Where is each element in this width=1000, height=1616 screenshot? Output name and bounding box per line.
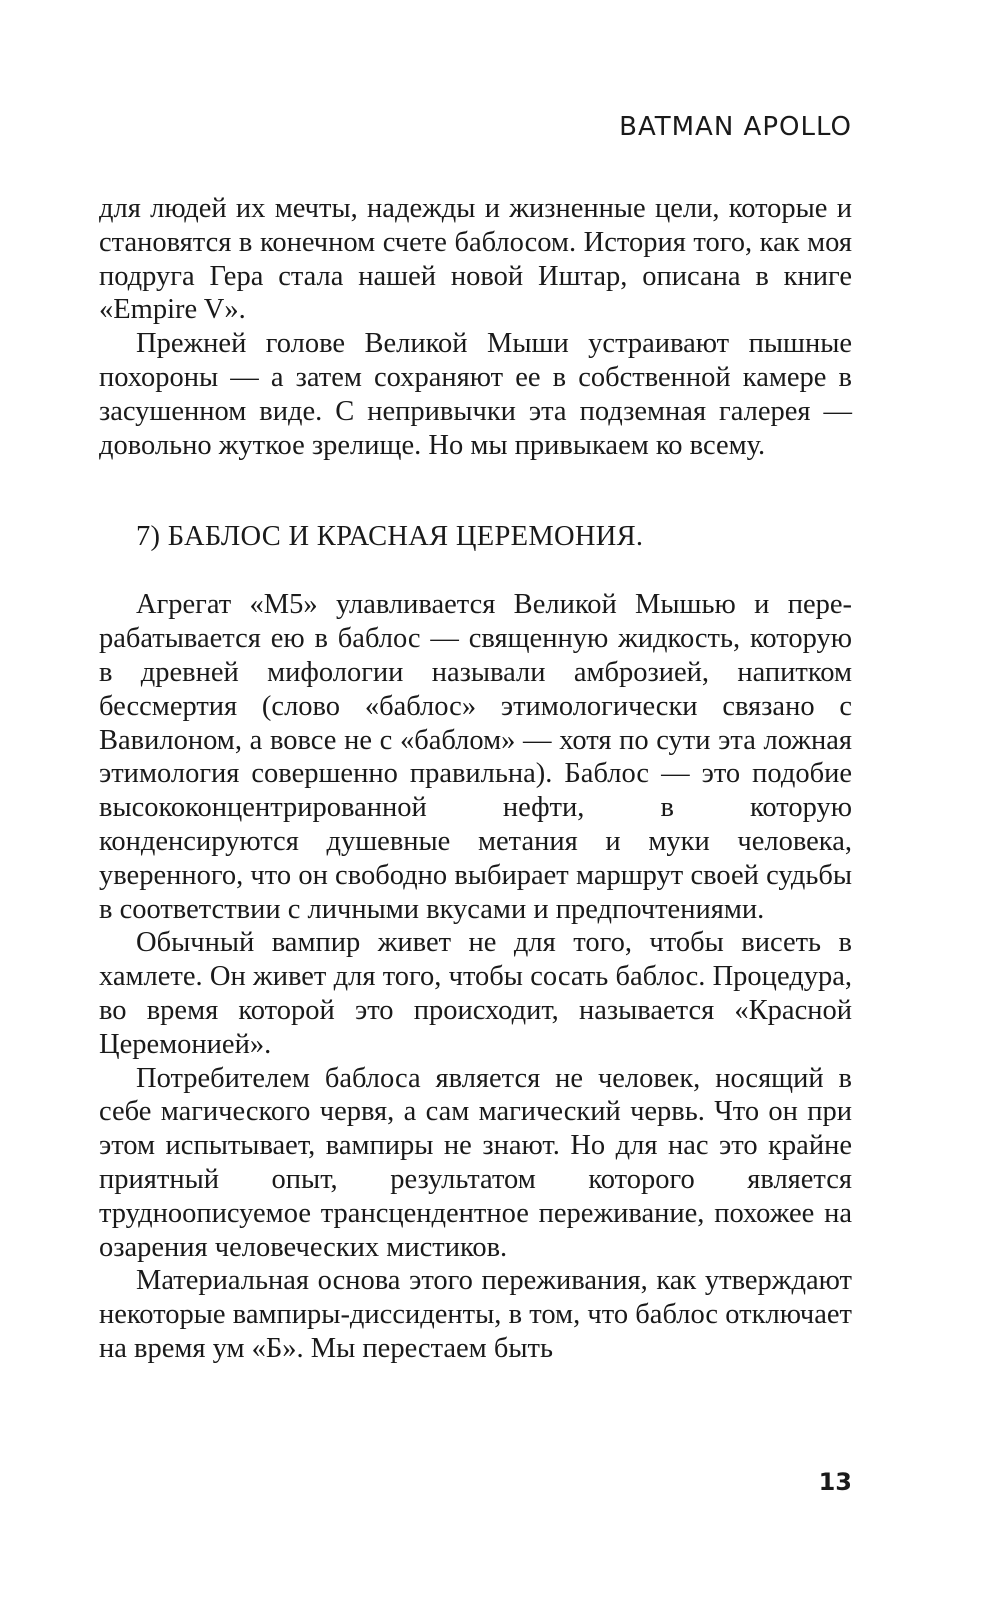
paragraph: Материальная основа этого переживания, как утверждают некоторые вампиры-диссиденты, в том, что баблос отключает на время ум «Б». Мы перестаем быть <box>99 1265 852 1364</box>
page-number: 13 <box>818 1468 852 1496</box>
paragraph: Обычный вампир живет не для того, чтобы висеть в хамлете. Он живет для того, чтобы сосать баблос. Процедура, во время которой это происходит, называется «Красной Церемонией». <box>99 927 852 1060</box>
paragraph: для людей их мечты, надежды и жизненные цели, которые и становятся в конечном счете баблосом. История того, как моя подруга Гера стала нашей новой Иштар, описана в книге «Empire V». <box>99 193 852 326</box>
paragraph: Агрегат «М5» улавливается Великой Мышью и перерабатывается ею в баблос — священную жидкость, которую в древней мифологии называли амброзией, напитком бессмертия (слово «баблос» этимологически связано с Вавилоном, а вовсе не с «баблом» — хотя по сути эта ложная этимология совершенно правильна). Баблос — это подобие высококонцентрированной нефти, в которую конденсируются душевные метания и муки человека, уверенного, что он свободно выбирает маршрут своей судьбы в соответствии с личными вкусами и предпочтениями. <box>99 589 852 925</box>
body-text <box>99 192 852 1366</box>
paragraph: Потребителем баблоса является не человек, носящий в себе магического червя, а сам магический червь. Что он при этом испытывает, вампиры не знают. Но для нас это крайне приятный опыт, результатом которого является трудноописуемое трансцендентное переживание, похожее на озарения человеческих мистиков. <box>99 1062 852 1263</box>
running-head: BATMAN APOLLO <box>619 112 852 142</box>
section-heading: 7) БАБЛОС И КРАСНАЯ ЦЕРЕМОНИЯ. <box>136 521 644 553</box>
paragraph: Прежней голове Великой Мыши устраивают пышные похороны — а затем сохраняют ее в собственной камере в засушенном виде. С непривычки эта подземная галерея — довольно жуткое зрелище. Но мы привыкаем ко всему. <box>99 328 852 461</box>
